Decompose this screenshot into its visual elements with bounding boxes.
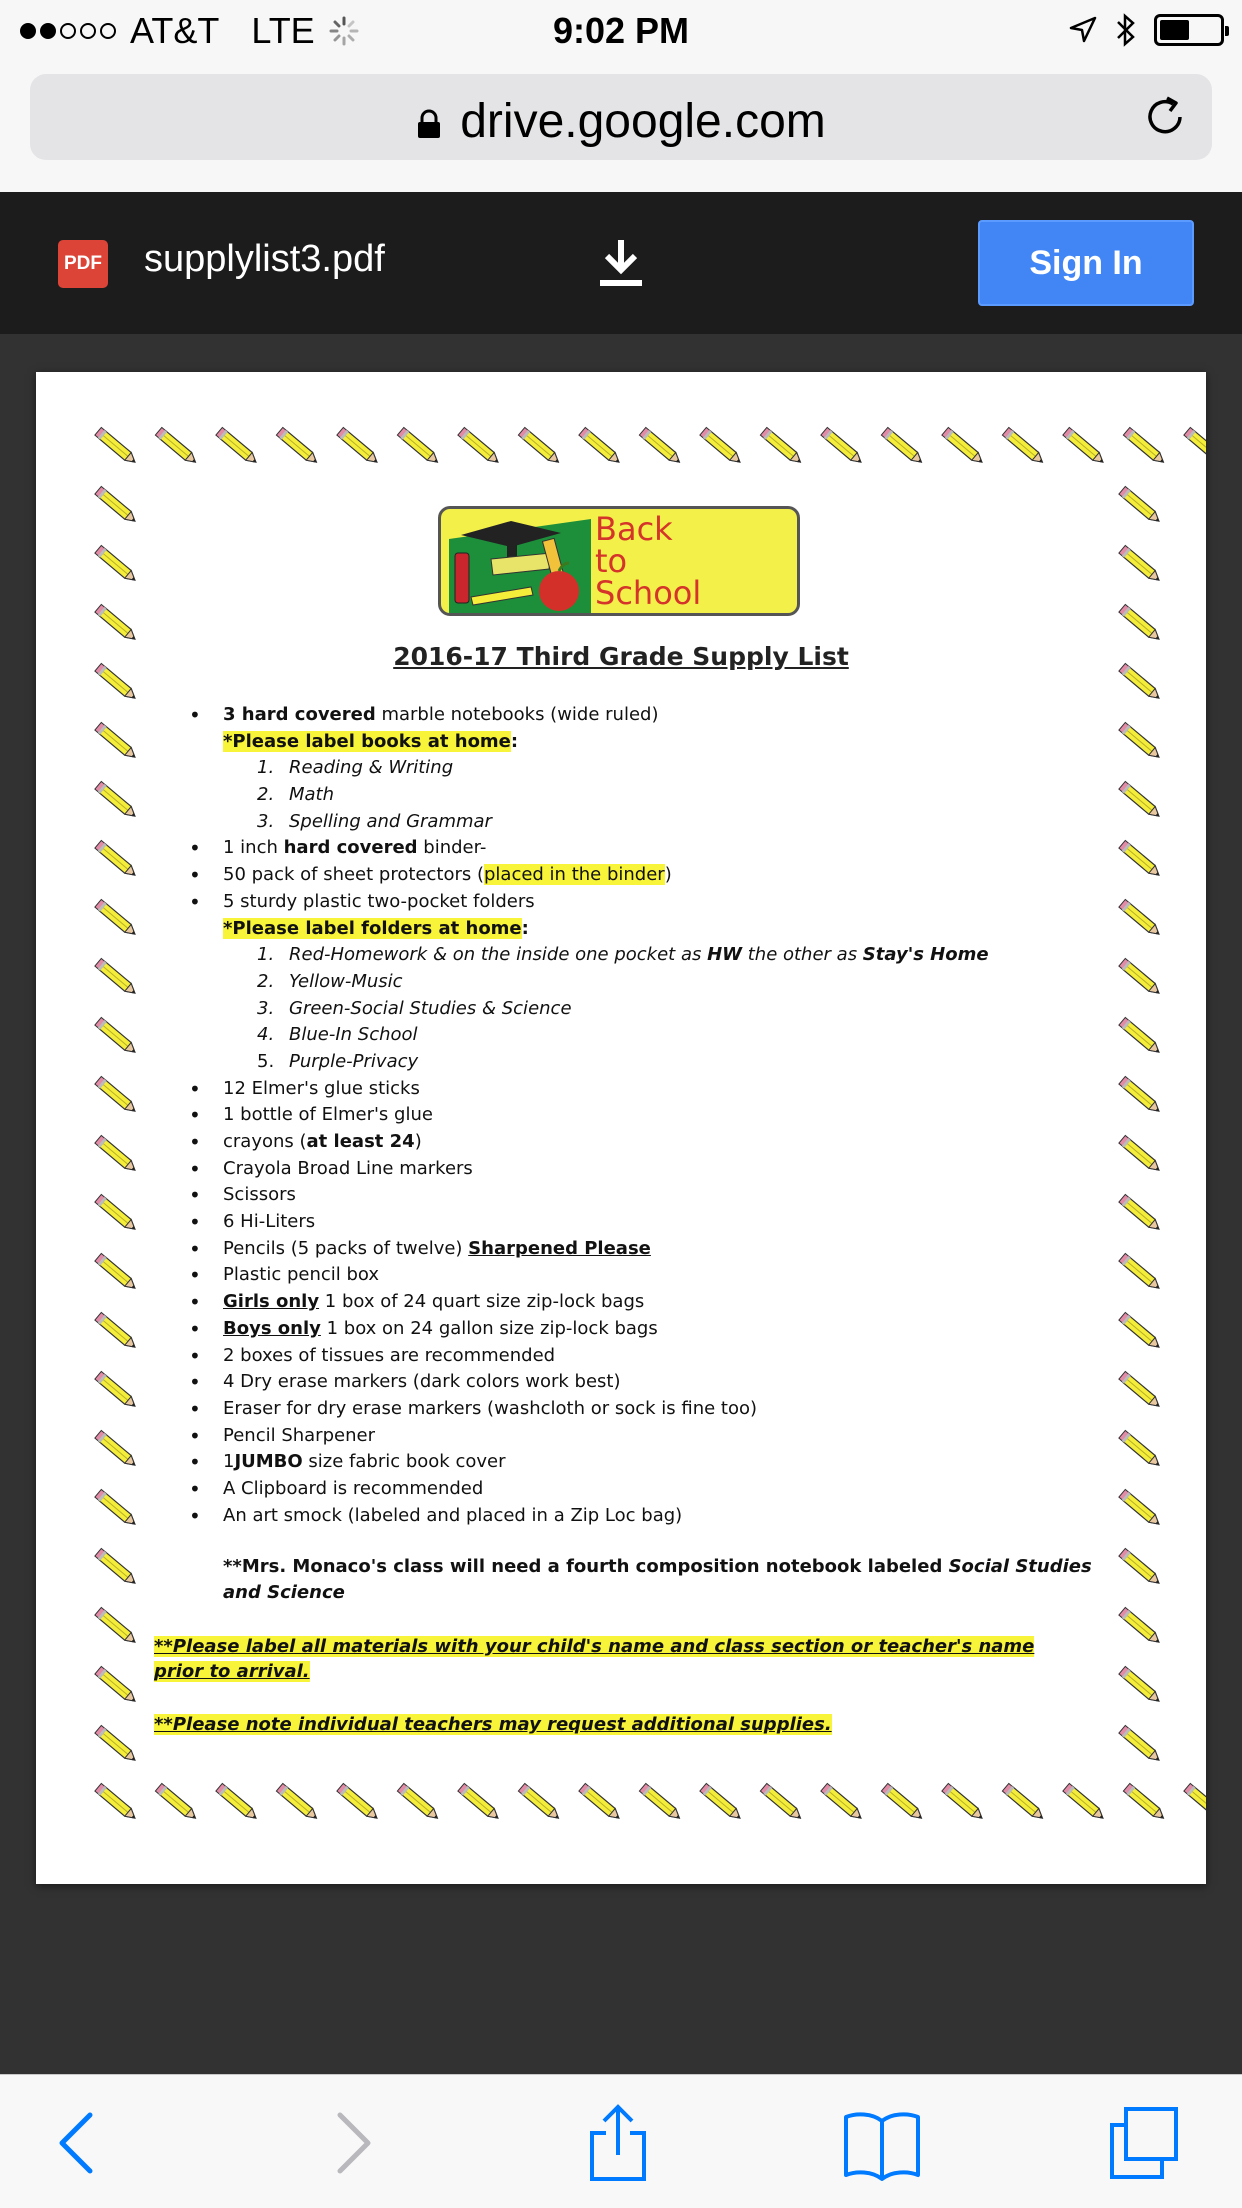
list-item: • 2 boxes of tissues are recommended (223, 1343, 1123, 1370)
forward-icon[interactable] (312, 2103, 392, 2183)
document-content (36, 372, 1206, 1884)
logo-line-1: Back (595, 510, 673, 548)
status-right (1068, 12, 1224, 48)
list-item: 2. Yellow-Music (257, 970, 403, 992)
list-item: 4. Blue-In School (257, 1024, 418, 1046)
carrier-label: AT&T (130, 10, 220, 51)
list-item: • Crayola Broad Line markers (223, 1156, 1123, 1183)
label-books-note: *Please label books at home: (223, 730, 519, 752)
list-item: • Scissors (223, 1182, 1123, 1209)
reload-icon[interactable] (1140, 92, 1190, 142)
address-bar[interactable] (30, 74, 1212, 160)
bookmarks-icon[interactable] (842, 2103, 922, 2183)
list-item: 3. Spelling and Grammar (257, 810, 492, 832)
pdf-file-icon: PDF (58, 240, 108, 288)
document-title: 2016-17 Third Grade Supply List (393, 642, 849, 671)
list-item: • An art smock (labeled and placed in a Zip Loc bag) (223, 1503, 1123, 1530)
drive-viewer-header (0, 192, 1242, 334)
list-item: • 5 sturdy plastic two-pocket folders (223, 889, 1123, 916)
lock-icon (416, 109, 442, 139)
list-item: 3. Green-Social Studies & Science (257, 997, 572, 1019)
share-icon[interactable] (578, 2103, 658, 2183)
list-item: • 4 Dry erase markers (dark colors work best) (223, 1369, 1123, 1396)
tabs-icon[interactable] (1104, 2103, 1184, 2183)
file-name: supplylist3.pdf (144, 238, 385, 280)
list-item: • 3 hard covered marble notebooks (wide ruled) (223, 702, 1123, 729)
back-to-school-logo (438, 506, 800, 616)
logo-text (595, 510, 702, 612)
school-clipart-icon (441, 509, 591, 616)
list-item: 1. Red-Homework & on the inside one pocket as HW the other as Stay's Home (257, 944, 989, 966)
browser-address-area (0, 62, 1242, 192)
list-item: 2. Math (257, 784, 335, 806)
sign-in-button[interactable]: Sign In (978, 220, 1194, 306)
url-display[interactable] (30, 94, 1212, 149)
label-folders-note: *Please label folders at home: (223, 917, 529, 939)
back-icon[interactable] (38, 2103, 118, 2183)
list-item: 1. Reading & Writing (257, 757, 454, 779)
list-item: • Girls only 1 box of 24 quart size zip-lock bags (223, 1289, 1123, 1316)
label-materials-warning: **Please label all materials with your child's name and class section or teacher's name prior to arrival. (154, 1636, 1035, 1682)
additional-supplies-warning: **Please note individual teachers may request additional supplies. (154, 1714, 832, 1735)
list-item: • Eraser for dry erase markers (washcloth or sock is fine too) (223, 1396, 1123, 1423)
list-item: • 1 bottle of Elmer's glue (223, 1102, 1123, 1129)
network-label: LTE (251, 10, 315, 51)
list-item: • 12 Elmer's glue sticks (223, 1076, 1123, 1103)
list-item: • crayons (at least 24) (223, 1129, 1123, 1156)
browser-toolbar (0, 2074, 1242, 2208)
download-icon[interactable] (596, 236, 646, 290)
list-item: • Pencils (5 packs of twelve) Sharpened Please (223, 1236, 1123, 1263)
location-arrow-icon (1068, 15, 1098, 45)
status-bar (0, 0, 1242, 62)
logo-line-3: School (595, 574, 702, 612)
list-item: • Plastic pencil box (223, 1262, 1123, 1289)
url-text: drive.google.com (460, 95, 826, 148)
list-item: • Pencil Sharpener (223, 1423, 1123, 1450)
list-item: • 50 pack of sheet protectors (placed in the binder) (223, 862, 1123, 889)
list-item: • 6 Hi-Liters (223, 1209, 1123, 1236)
monaco-class-note: **Mrs. Monaco's class will need a fourth composition notebook labeled Social Studies and Science (223, 1556, 1092, 1603)
list-item: • Boys only 1 box on 24 gallon size zip-lock bags (223, 1316, 1123, 1343)
pdf-page (36, 372, 1206, 1884)
bluetooth-icon (1114, 12, 1138, 48)
battery-icon (1154, 14, 1224, 46)
supply-list (223, 702, 1123, 1529)
list-item: • A Clipboard is recommended (223, 1476, 1123, 1503)
list-item: • 1JUMBO size fabric book cover (223, 1449, 1123, 1476)
logo-line-2: to (595, 542, 628, 580)
list-item: 5. Purple-Privacy (257, 1050, 419, 1072)
clock: 9:02 PM (552, 10, 690, 51)
list-item: • 1 inch hard covered binder- (223, 835, 1123, 862)
